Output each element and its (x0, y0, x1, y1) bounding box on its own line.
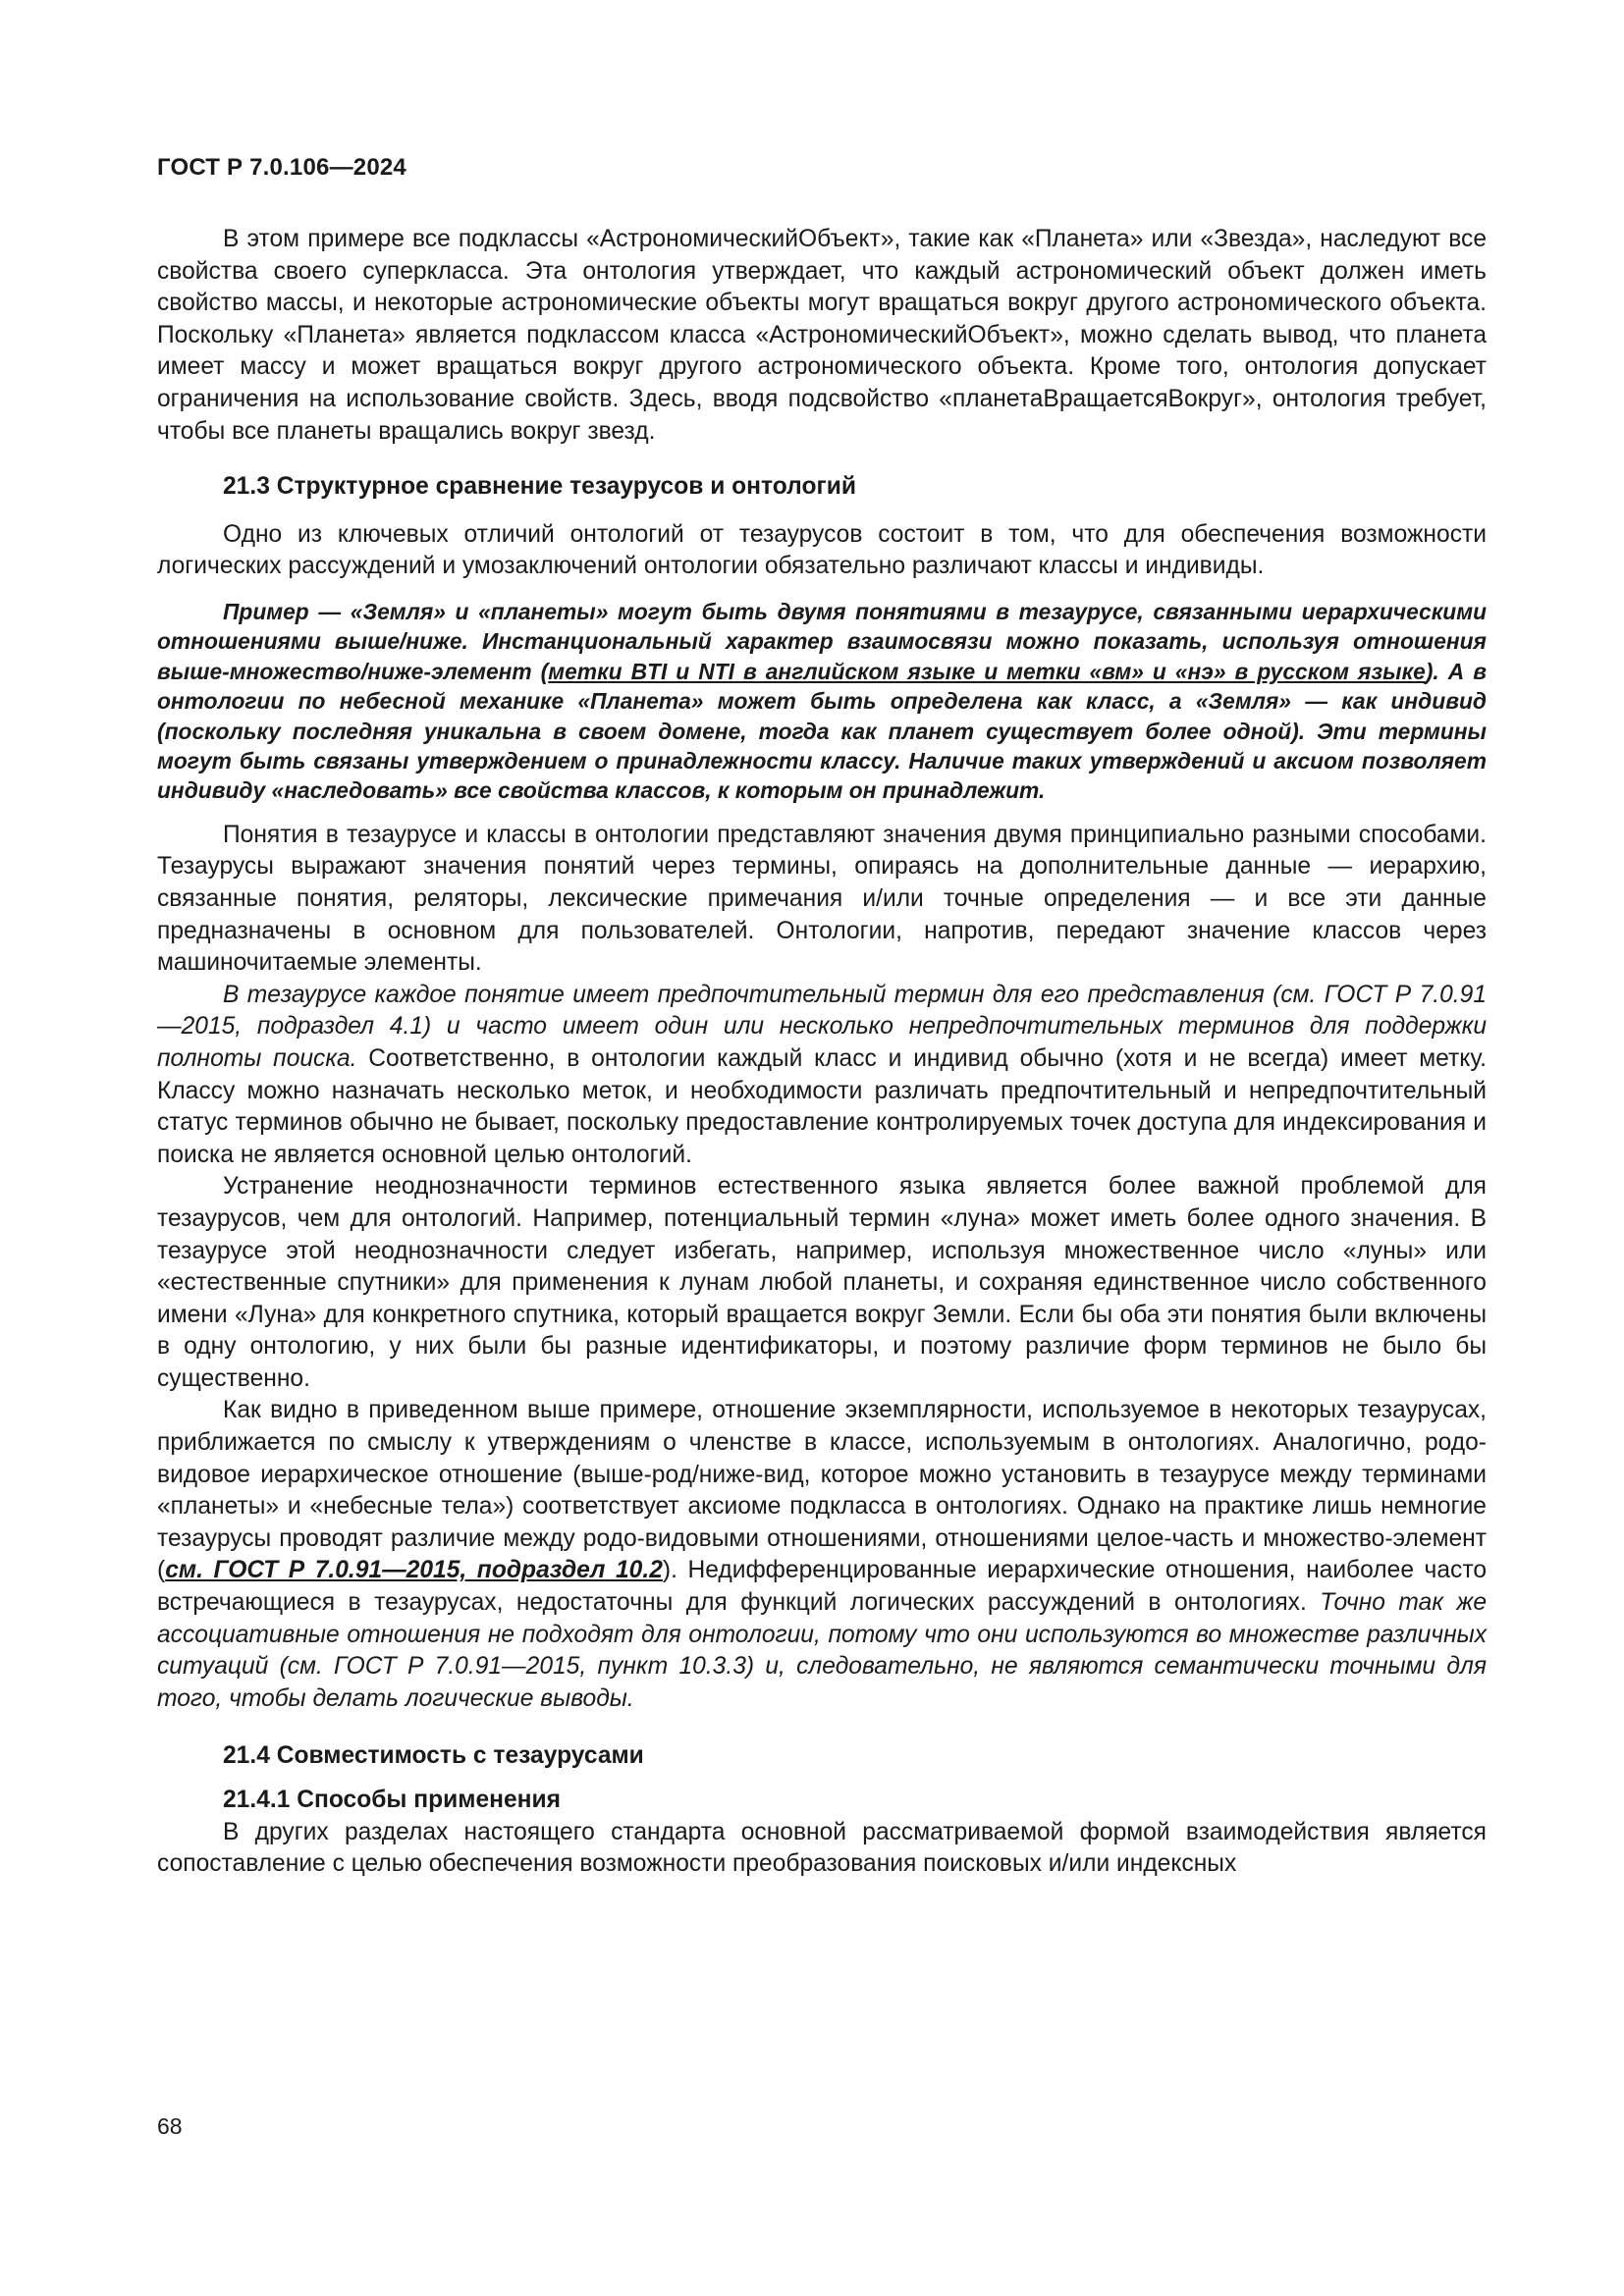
document-page (157, 0, 1487, 2296)
paragraph-21-4-1: В других разделах настоящего стандарта основной рассматриваемой формой взаимодействия является сопоставление с целью обеспечения возможности преобразования поисковых и/или индексных (157, 1818, 1487, 1878)
paragraph-21-3-5-a: Как видно в приведенном выше примере, отношение экземплярности, используемое в некоторых тезаурусах, приближается по смыслу к утверждениям о членстве в классе, используемым в онтологиях. Аналогично, родо-видовое иерархическое отношение (выше-род/ниже-вид, которое можно установить в тезаурусе между терминами «планеты» и «небесные тела») соответствует аксиоме подкласса в онтологиях. Однако на практике лишь немногие тезаурусы проводят различие между родо-видовыми отношениями, отношениями целое-часть и множество-элемент ( (157, 1397, 1487, 1584)
paragraph-21-3-5-italic: Точно так же ассоциативные отношения не подходят для онтологии, потому что они используются во множестве различных ситуаций (см. ГОСТ Р 7.0.91—2015, пункт 10.3.3) и, следовательно, не являются семантически точными для того, чтобы делать логические выводы. (157, 1589, 1487, 1712)
gost-reference-link[interactable]: см. ГОСТ Р 7.0.91—2015, подраздел 10.2 (165, 1557, 663, 1584)
paragraph-21-3-5 (157, 1395, 1487, 1715)
paragraph-21-3-3 (157, 980, 1487, 1172)
paragraph-21-3-4: Устранение неоднозначности терминов естественного языка является более важной проблемой для тезаурусов, чем для онтологий. Например, потенциальный термин «луна» может иметь более одного значения. В тезаурусе этой неоднозначности следует избегать, например, используя множественное число «луны» или «естественные спутники» для применения к лунам любой планеты, и сохраняя единственное число собственного имени «Луна» для конкретного спутника, который вращается вокруг Земли. Если бы оба эти понятия были включены в одну онтологию, у них были бы разные идентификаторы, и поэтому различие форм терминов не было бы существенно. (157, 1173, 1487, 1392)
page-number: 68 (157, 2113, 183, 2139)
example-text-a: Пример — «Земля» и «планеты» могут быть двумя понятиями в тезаурусе, связанными иерархическими отношениями выше/ниже. Инстанциональный характер взаимосвязи можно показать, используя отношения выше-множество/ниже-элемент ( (157, 598, 1487, 684)
document-header: ГОСТ Р 7.0.106—2024 (157, 154, 406, 181)
section-heading-21-3: 21.3 Структурное сравнение тезаурусов и онтологий (223, 473, 856, 501)
example-labels-link[interactable]: метки BTI и NTI в английском языке и метки «вм» и «нэ» в русском языке (548, 658, 1426, 684)
paragraph-21-3-2: Понятия в тезаурусе и классы в онтологии представляют значения двумя принципиально разными способами. Тезаурусы выражают значения понятий через термины, опираясь на дополнительные данные — иерархию, связанные понятия, реляторы, лексические примечания и/или точные определения — и все эти данные предназначены в основном для пользователей. Онтологии, напротив, передают значение классов через машиночитаемые элементы. (157, 821, 1487, 977)
subsection-heading-21-4-1: 21.4.1 Способы применения (223, 1787, 561, 1813)
paragraph-21-3-1: Одно из ключевых отличий онтологий от тезаурусов состоит в том, что для обеспечения возможности логических рассуждений и умозаключений онтологии обязательно различают классы и индивиды. (157, 520, 1487, 580)
paragraph-21-3-3-italic: В тезаурусе каждое понятие имеет предпочтительный термин для его представления (см. ГОСТ Р 7.0.91—2015, подраздел 4.1) и часто имеет один или несколько непредпочтительных терминов для поддержки полноты поиска. (157, 981, 1487, 1072)
paragraph-21-3-5-b: ). Недифференцированные иерархические отношения, наиболее часто встречающиеся в тезаурусах, недостаточны для функций логических рассуждений в онтологиях. (157, 1557, 1487, 1617)
example-text-b: ). А в онтологии по небесной механике «Планета» может быть определена как класс, а «Земля» — как индивид (поскольку последняя уникальна в своем домене, тогда как планет существует более одной). Эти термины могут быть связаны утверждением о принадлежности классу. Наличие таких утверждений и аксиом позволяет индивиду «наследовать» все свойства классов, к которым он принадлежит. (157, 658, 1487, 804)
intro-paragraph: В этом примере все подклассы «АстрономическийОбъект», такие как «Планета» или «Звезда», наследуют все свойства своего суперкласса. Эта онтология утверждает, что каждый астрономический объект должен иметь свойство массы, и некоторые астрономические объекты могут вращаться вокруг другого астрономического объекта. Поскольку «Планета» является подклассом класса «АстрономическийОбъект», можно сделать вывод, что планета имеет массу и может вращаться вокруг другого астрономического объекта. Кроме того, онтология допускает ограничения на использование свойств. Здесь, вводя подсвойство «планетаВращаетсяВокруг», онтология требует, чтобы все планеты вращались вокруг звезд. (157, 226, 1487, 445)
document-body (157, 224, 1487, 1881)
example-block (157, 597, 1487, 806)
section-heading-21-4: 21.4 Совместимость с тезаурусами (223, 1742, 644, 1770)
paragraph-21-3-3-rest: Соответственно, в онтологии каждый класс и индивид обычно (хотя и не всегда) имеет метку. Классу можно назначать несколько меток, и необходимости различать предпочтительный и непредпочтительный статус терминов обычно не бывает, поскольку предоставление контролируемых точек доступа для индексирования и поиска не является основной целью онтологий. (157, 1044, 1487, 1168)
